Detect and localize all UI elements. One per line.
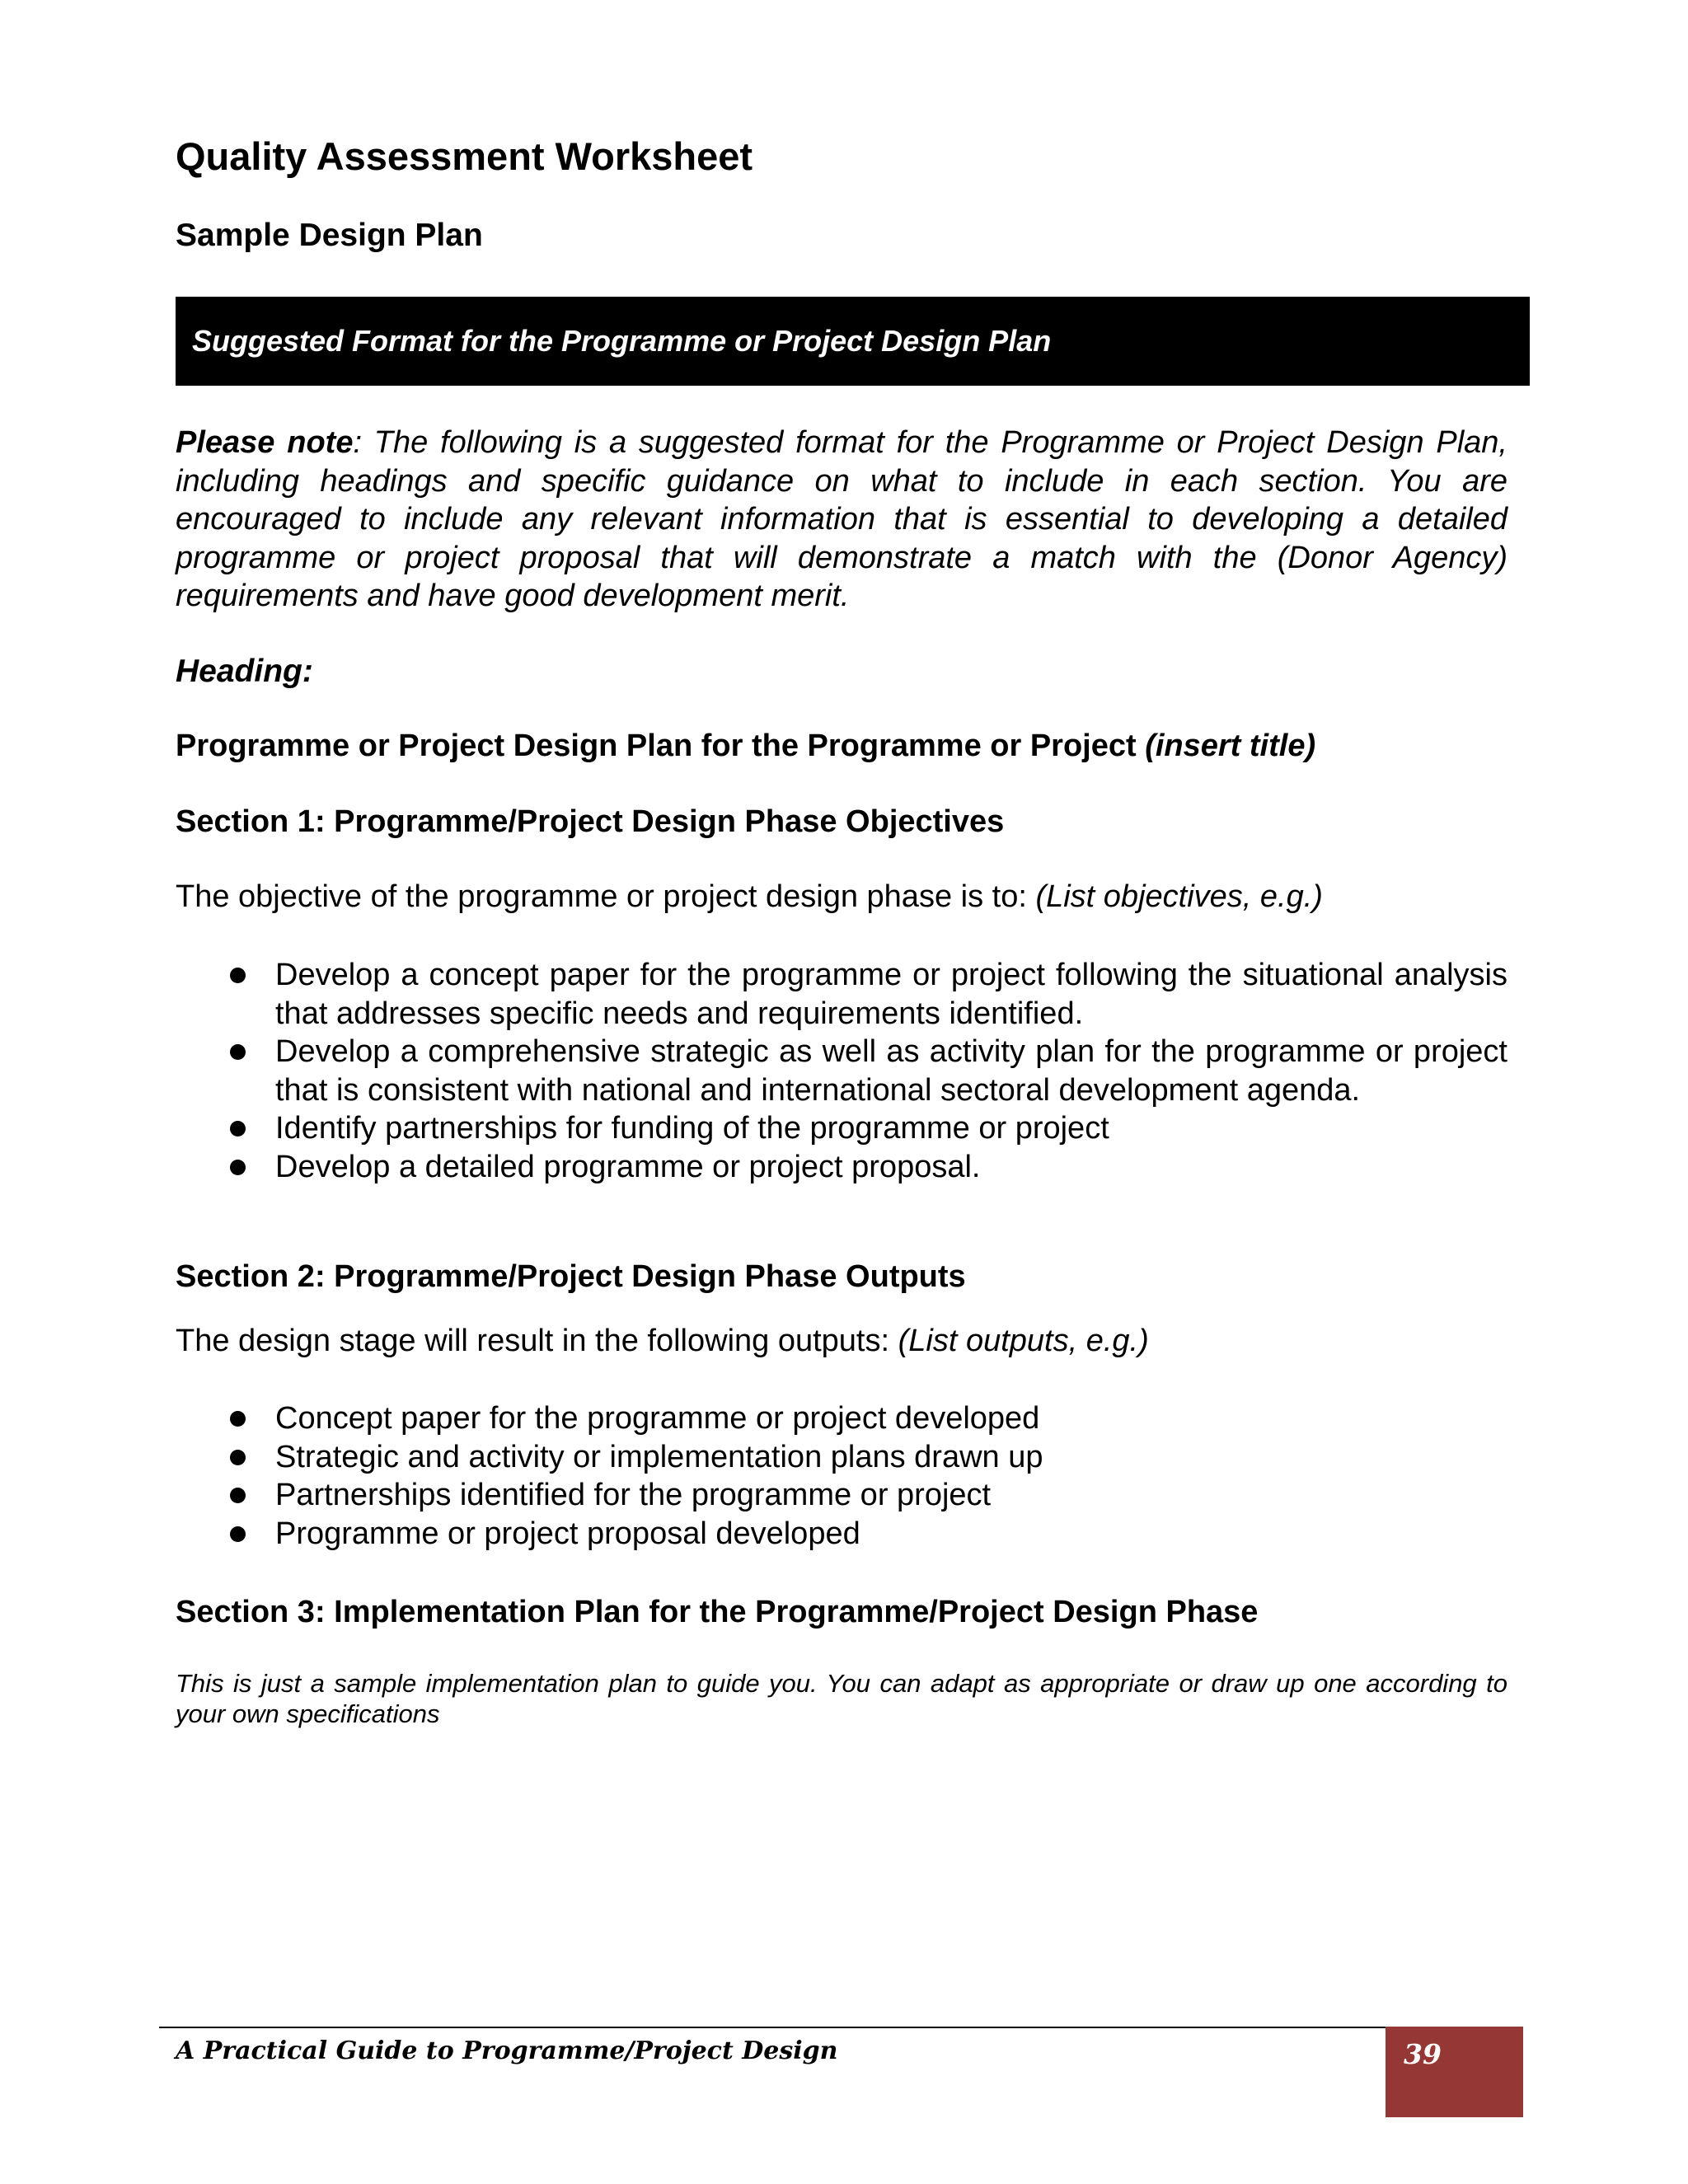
list-item-text: Programme or project proposal developed	[275, 1516, 860, 1551]
list-item-text: Concept paper for the programme or project developed	[275, 1401, 1040, 1436]
page-number: 39	[1404, 2038, 1442, 2070]
plan-title-text: Programme or Project Design Plan for the Programme or Project	[176, 729, 1146, 763]
page-number-box	[1386, 2027, 1523, 2117]
list-item	[176, 1148, 1507, 1187]
list-item	[176, 1033, 1507, 1109]
section-1-intro	[176, 879, 1323, 915]
list-item-text: Develop a comprehensive strategic as well as activity plan for the programme or project that is consistent with national and international sectoral development agenda.	[275, 1034, 1507, 1108]
section-2-heading: Section 2: Programme/Project Design Phase Outputs	[176, 1259, 966, 1294]
plan-title-hint: (insert title)	[1145, 729, 1316, 763]
note-text: : The following is a suggested format for the Programme or Project Design Plan, including headings and specific guidance on what to include in each section. You are encouraged to include any relevant information that is essential to developing a detailed programme or project proposal that will demonstrate a match with the (Donor Agency) requirements and have good development merit.	[176, 425, 1507, 613]
page-title: Quality Assessment Worksheet	[176, 134, 753, 178]
bullet-icon	[230, 1411, 246, 1427]
section-3-note: This is just a sample implementation plan to guide you. You can adapt as appropriate or draw up one according to your own specifications	[176, 1669, 1507, 1728]
bullet-icon	[230, 1160, 246, 1175]
page-subtitle: Sample Design Plan	[176, 218, 483, 253]
bullet-icon	[230, 968, 246, 983]
bullet-icon	[230, 1526, 246, 1542]
bullet-icon	[230, 1488, 246, 1503]
outputs-list	[176, 1399, 1507, 1553]
list-item-text: Identify partnerships for funding of the programme or project	[275, 1111, 1109, 1146]
format-banner	[176, 297, 1530, 386]
list-item	[176, 1476, 1507, 1515]
objectives-list	[176, 956, 1507, 1186]
list-item-text: Develop a detailed programme or project proposal.	[275, 1149, 981, 1184]
heading-label: Heading:	[176, 654, 313, 689]
section-1-intro-text: The objective of the programme or project design phase is to:	[176, 879, 1036, 914]
footer-title: A Practical Guide to Programme/Project Design	[176, 2036, 838, 2065]
list-item-text: Partnerships identified for the programme or project	[275, 1478, 992, 1512]
section-3-heading: Section 3: Implementation Plan for the Programme/Project Design Phase	[176, 1595, 1259, 1629]
note-label: Please note	[176, 425, 354, 460]
bullet-icon	[230, 1044, 246, 1060]
list-item	[176, 956, 1507, 1033]
list-item	[176, 1109, 1507, 1148]
section-2-intro	[176, 1324, 1149, 1359]
list-item	[176, 1399, 1507, 1438]
plan-title	[176, 729, 1315, 764]
list-item-text: Develop a concept paper for the programme or project following the situational analysis that addresses specific needs and requirements identified.	[275, 958, 1507, 1031]
list-item	[176, 1438, 1507, 1477]
section-2-intro-hint: (List outputs, e.g.)	[898, 1324, 1149, 1358]
section-1-intro-hint: (List objectives, e.g.)	[1035, 879, 1323, 914]
banner-text: Suggested Format for the Programme or Project Design Plan	[192, 324, 1052, 358]
section-1-heading: Section 1: Programme/Project Design Phase Objectives	[176, 804, 1005, 839]
please-note-paragraph	[176, 424, 1507, 616]
bullet-icon	[230, 1121, 246, 1137]
list-item	[176, 1515, 1507, 1554]
section-2-intro-text: The design stage will result in the following outputs:	[176, 1324, 898, 1358]
bullet-icon	[230, 1450, 246, 1465]
footer-divider	[159, 2027, 1386, 2028]
list-item-text: Strategic and activity or implementation plans drawn up	[275, 1439, 1043, 1474]
